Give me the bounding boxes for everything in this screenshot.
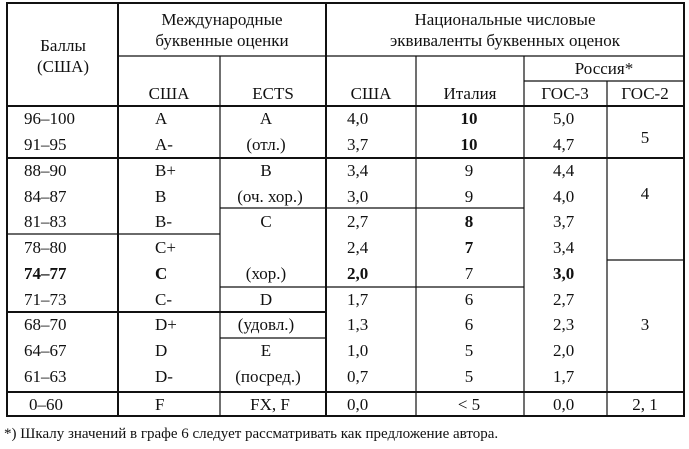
usa-num-cell: 2,0 <box>347 264 369 283</box>
usa-letter-cell: B <box>155 187 167 206</box>
italy-cell: 7 <box>464 238 474 257</box>
usa-num-cell: 1,7 <box>347 290 369 309</box>
header-russia: Россия* <box>574 59 634 78</box>
usa-num-cell: 4,0 <box>347 109 369 128</box>
italy-cell: < 5 <box>457 395 481 414</box>
usa-num-cell: 3,4 <box>347 161 369 180</box>
italy-cell: 8 <box>464 212 474 231</box>
gos3-cell: 4,7 <box>553 135 575 154</box>
score-cell: 96–100 <box>24 109 75 128</box>
italy-cell: 7 <box>464 264 474 283</box>
usa-num-cell: 2,4 <box>347 238 369 257</box>
score-cell: 68–70 <box>24 315 67 334</box>
usa-letter-cell: C- <box>155 290 172 309</box>
usa-letter-cell: D- <box>155 367 173 386</box>
gos3-cell: 1,7 <box>553 367 575 386</box>
ects-grade-a: A <box>259 109 273 128</box>
ects-grade-e: E <box>260 341 272 360</box>
ects-grade-d: D <box>259 290 273 309</box>
italy-cell: 10 <box>460 135 478 154</box>
usa-letter-cell: A <box>155 109 168 128</box>
header-intl-line1: Международные <box>161 10 283 29</box>
gos3-cell: 3,7 <box>553 212 575 231</box>
usa-num-cell: 1,0 <box>347 341 369 360</box>
usa-letter-cell: B- <box>155 212 172 231</box>
gos2-grade-4: 4 <box>640 184 650 203</box>
header-score-line2: (США) <box>36 57 90 76</box>
gos2-grade-3: 3 <box>640 315 650 334</box>
ects-grade-c: C <box>260 212 272 231</box>
usa-letter-cell: C <box>155 264 168 283</box>
ects-grade-b-desc: (оч. хор.) <box>237 187 303 206</box>
usa-num-cell: 3,7 <box>347 135 369 154</box>
header-intl-line2: буквенные оценки <box>155 31 289 50</box>
gos3-cell: 2,3 <box>553 315 575 334</box>
usa-num-cell: 0,7 <box>347 367 369 386</box>
usa-letter-cell: F <box>155 395 165 414</box>
italy-cell: 6 <box>464 315 474 334</box>
header-national-line2: эквиваленты буквенных оценок <box>389 31 621 50</box>
header-national-line1: Национальные числовые <box>414 10 596 29</box>
italy-cell: 10 <box>460 109 478 128</box>
gos3-cell: 0,0 <box>553 395 575 414</box>
header-score-line1: Баллы <box>40 36 86 55</box>
usa-letter-cell: D+ <box>155 315 177 334</box>
gos3-cell: 3,0 <box>553 264 575 283</box>
score-cell: 71–73 <box>24 290 67 309</box>
italy-cell: 9 <box>464 161 474 180</box>
usa-num-cell: 3,0 <box>347 187 369 206</box>
header-gos2: ГОС-2 <box>621 84 669 103</box>
score-cell: 81–83 <box>24 212 67 231</box>
usa-letter-cell: C+ <box>155 238 176 257</box>
header-gos3: ГОС-3 <box>541 84 589 103</box>
score-cell: 91–95 <box>24 135 67 154</box>
usa-num-cell: 0,0 <box>347 395 369 414</box>
score-cell: 64–67 <box>24 341 67 360</box>
score-cell: 78–80 <box>24 238 67 257</box>
header-italy: Италия <box>443 84 497 103</box>
score-cell: 84–87 <box>24 187 67 206</box>
header-ects: ECTS <box>252 84 294 103</box>
footnote: *) Шкалу значений в графе 6 следует рассматривать как предложение автора. <box>4 426 499 442</box>
gos3-cell: 5,0 <box>553 109 575 128</box>
italy-cell: 6 <box>464 290 474 309</box>
score-cell: 61–63 <box>24 367 67 386</box>
ects-grade-a-desc: (отл.) <box>246 135 286 154</box>
gos3-cell: 3,4 <box>553 238 575 257</box>
italy-cell: 9 <box>464 187 474 206</box>
usa-letter-cell: B+ <box>155 161 176 180</box>
usa-letter-cell: A- <box>155 135 173 154</box>
gos3-cell: 2,7 <box>553 290 575 309</box>
score-cell: 88–90 <box>24 161 67 180</box>
score-cell: 74–77 <box>24 264 67 283</box>
italy-cell: 5 <box>464 367 474 386</box>
usa-num-cell: 1,3 <box>347 315 369 334</box>
ects-grade-fx: FX, F <box>250 395 290 414</box>
gos3-cell: 4,4 <box>553 161 575 180</box>
gos2-grade-5: 5 <box>640 128 650 147</box>
gos3-cell: 4,0 <box>553 187 575 206</box>
header-usa-letter: США <box>148 84 190 103</box>
score-cell: 0–60 <box>29 395 63 414</box>
header-usa-num: США <box>350 84 392 103</box>
ects-grade-d-desc: (удовл.) <box>237 315 295 334</box>
gos2-grade-2-1: 2, 1 <box>632 395 658 414</box>
usa-num-cell: 2,7 <box>347 212 369 231</box>
ects-grade-b: B <box>260 161 272 180</box>
usa-letter-cell: D <box>155 341 168 360</box>
ects-grade-e-desc: (посред.) <box>235 367 301 386</box>
ects-grade-c-desc: (хор.) <box>245 264 287 283</box>
gos3-cell: 2,0 <box>553 341 575 360</box>
italy-cell: 5 <box>464 341 474 360</box>
